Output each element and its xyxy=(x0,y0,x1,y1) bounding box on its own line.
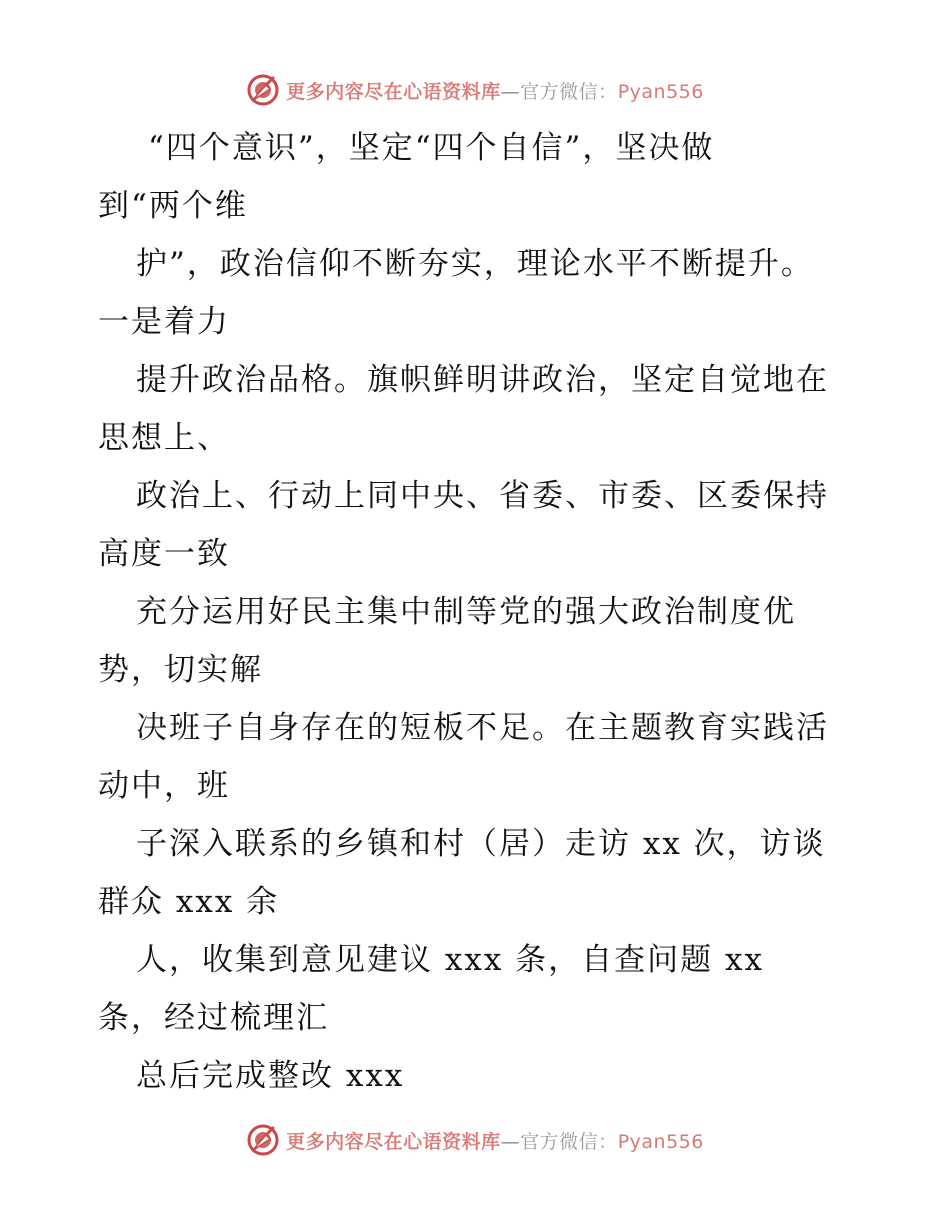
text-line-3: 护”，政治信仰不断夯实，理论水平不断提升。 xyxy=(136,246,814,282)
brand-logo-icon xyxy=(246,1123,280,1157)
text-line-10: 势，切实解 xyxy=(98,652,263,688)
text-line-5: 提升政治品格。旗帜鲜明讲政治，坚定自觉地在 xyxy=(136,362,829,398)
text-line-6: 思想上、 xyxy=(98,420,230,456)
text-line-4: 一是着力 xyxy=(98,304,230,340)
text-line-2: 到“两个维 xyxy=(98,188,248,224)
text-line-12: 动中，班 xyxy=(98,768,230,804)
footer-wechat-label: 官方微信： xyxy=(520,1130,618,1153)
text-line-15: 人，收集到意见建议 xxx 条，自查问题 xx xyxy=(136,942,764,978)
header-banner-text xyxy=(286,77,704,104)
text-line-7: 政治上、行动上同中央、省委、市委、区委保持 xyxy=(136,478,829,514)
text-line-9: 充分运用好民主集中制等党的强大政治制度优 xyxy=(136,594,796,630)
footer-wechat-id: Pyan556 xyxy=(617,1130,704,1153)
header-wechat-label: 官方微信： xyxy=(520,80,618,103)
text-line-11: 决班子自身存在的短板不足。在主题教育实践活 xyxy=(136,710,829,746)
text-line-8: 高度一致 xyxy=(98,536,230,572)
text-line-13: 子深入联系的乡镇和村（居）走访 xx 次，访谈 xyxy=(136,826,826,862)
brand-logo-icon xyxy=(246,73,280,107)
header-banner xyxy=(0,72,950,108)
text-line-1: “四个意识”，坚定“四个自信”，坚决做 xyxy=(148,130,715,166)
header-wechat-id: Pyan556 xyxy=(617,80,704,103)
header-site-name: 更多内容尽在心语资料库 xyxy=(286,80,501,103)
text-line-14: 群众 xxx 余 xyxy=(98,884,280,920)
text-line-16: 条，经过梳理汇 xyxy=(98,1000,329,1036)
text-line-17: 总后完成整改 xxx xyxy=(136,1058,405,1094)
footer-site-name: 更多内容尽在心语资料库 xyxy=(286,1130,501,1153)
header-dash: — xyxy=(500,80,521,103)
footer-dash: — xyxy=(500,1130,521,1153)
footer-banner-text xyxy=(286,1127,704,1154)
footer-banner xyxy=(0,1122,950,1158)
